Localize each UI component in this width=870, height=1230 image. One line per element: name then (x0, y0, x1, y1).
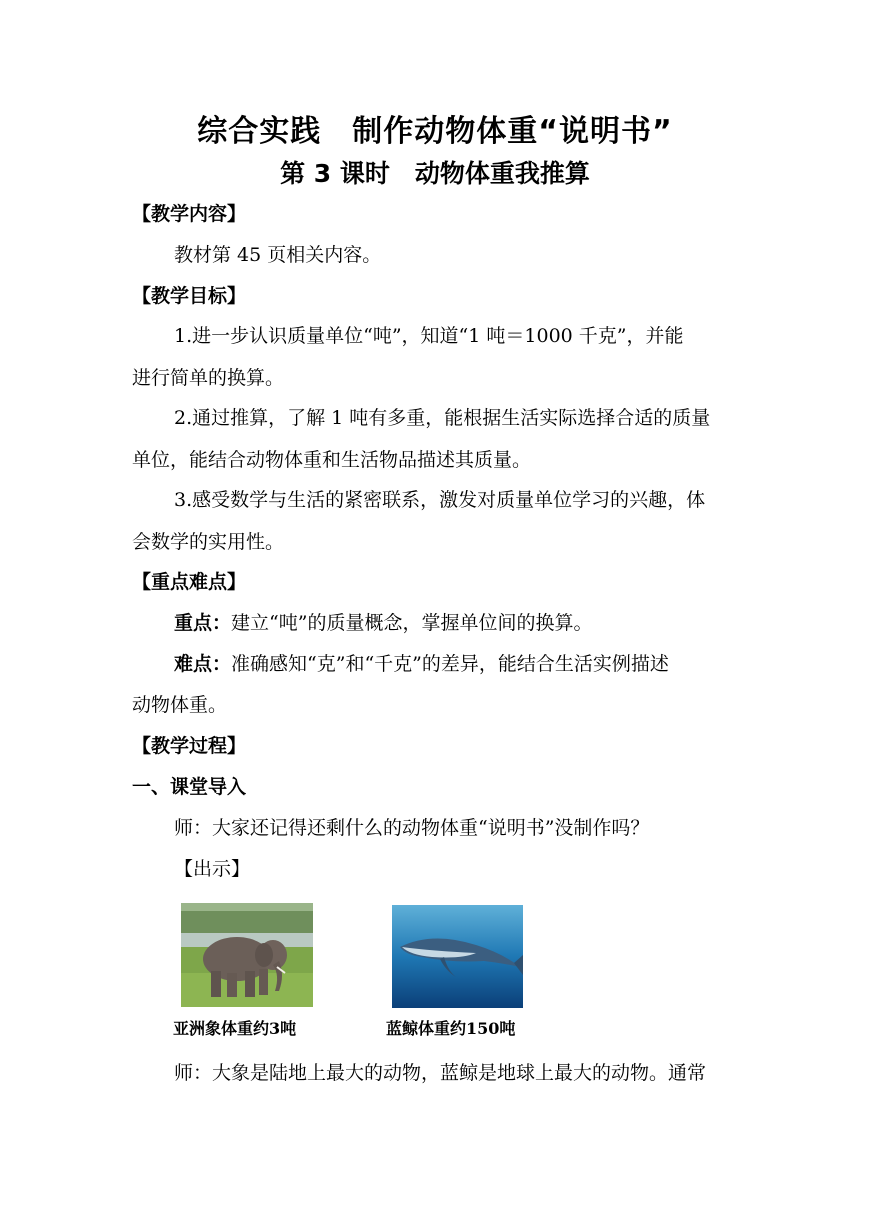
difficulty-text: 准确感知“克”和“千克”的差异，能结合生活实例描述 (231, 653, 669, 675)
key-point-line (174, 609, 784, 637)
difficulty-label: 难点： (174, 653, 232, 675)
elephant-image (181, 903, 313, 1007)
section-head-content: 【教学内容】 (132, 203, 247, 225)
goal-2-line-2: 单位，能结合动物体重和生活物品描述其质量。 (132, 449, 532, 471)
difficulty-line-1 (174, 650, 784, 678)
document-title: 综合实践 制作动物体重“说明书” (197, 114, 673, 149)
teacher-line-2: 师：大象是陆地上最大的动物，蓝鲸是地球上最大的动物。通常 (174, 1062, 707, 1084)
show-label: 【出示】 (174, 858, 251, 880)
goal-3-line-2: 会数学的实用性。 (132, 531, 285, 553)
section-head-key-points: 【重点难点】 (132, 571, 247, 593)
teacher-line-1: 师：大家还记得还剩什么的动物体重“说明书”没制作吗？ (174, 817, 650, 839)
goal-2-line-1: 2.通过推算，了解 1 吨有多重，能根据生活实际选择合适的质量 (174, 407, 711, 429)
section-head-goals: 【教学目标】 (132, 285, 247, 307)
whale-illustration (392, 905, 523, 1008)
content-text: 教材第 45 页相关内容。 (174, 244, 382, 266)
difficulty-line-2: 动物体重。 (132, 694, 228, 716)
elephant-illustration (181, 903, 313, 1007)
key-point-text: 建立“吨”的质量概念，掌握单位间的换算。 (231, 612, 593, 634)
whale-image (392, 905, 523, 1008)
whale-caption: 蓝鲸体重约150吨 (386, 1019, 516, 1038)
goal-1-line-2: 进行简单的换算。 (132, 367, 285, 389)
elephant-caption: 亚洲象体重约3吨 (173, 1019, 297, 1038)
lesson-subtitle: 第 3 课时 动物体重我推算 (280, 159, 590, 188)
section-head-process: 【教学过程】 (132, 735, 247, 757)
section-1-heading: 一、课堂导入 (132, 776, 247, 798)
key-point-label: 重点： (174, 612, 232, 634)
goal-3-line-1: 3.感受数学与生活的紧密联系，激发对质量单位学习的兴趣，体 (174, 489, 706, 511)
goal-1-line-1: 1.进一步认识质量单位“吨”，知道“1 吨＝1000 千克”，并能 (174, 325, 684, 347)
